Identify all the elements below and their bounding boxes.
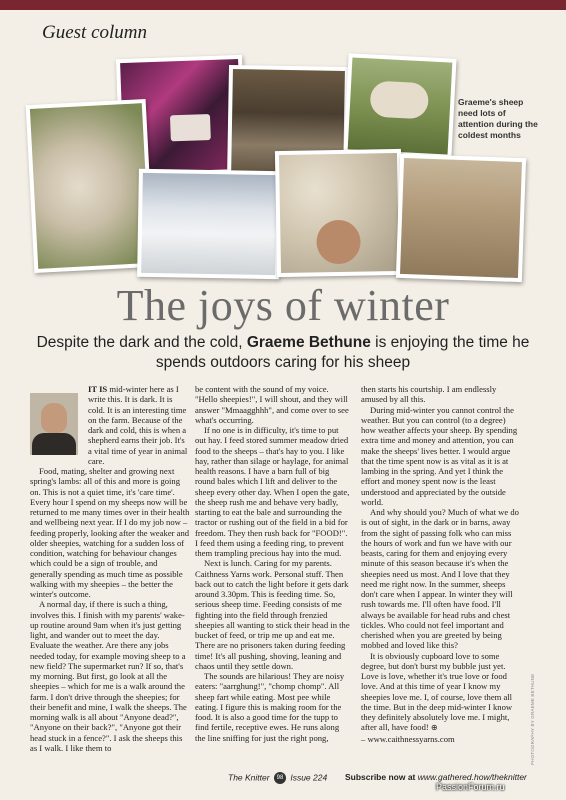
author-head bbox=[41, 403, 67, 433]
author-face-shape bbox=[316, 220, 361, 265]
body-paragraph: The sounds are hilarious! They are noisy eaters: "aarrghung!", "chomp chomp". All sheep fart while eating. Most pee while eating. I figure this is making room for the food. It is also a good time for the tupp to find fertile, receptive ewes. He runs along the line sniffing for just the right pong, bbox=[195, 671, 345, 743]
lead-paragraph bbox=[88, 384, 190, 466]
watermark: PassionForum.ru bbox=[436, 782, 505, 792]
body-paragraph: And why should you? Much of what we do is out of sight, in the dark or in barns, away from the sight of passing folk who can miss the hours of work and fun we have with our beasts, caring for them and enjoying every minute of this season because it's when the sheepies need us most. And I love that they need me right now. In the summer, sheeps don't care when I appear. In winter they will rush towards me. I'll often have food. I'll always be available for head rubs and chest tickles. Who could not feel important and cherished when you are greeted by being mobbed and loved like this? bbox=[361, 507, 519, 651]
author-shirt bbox=[32, 433, 76, 455]
subscribe-label: Subscribe now at bbox=[345, 772, 416, 782]
subscribe-url[interactable]: www.gathered.how/theknitter bbox=[417, 772, 527, 782]
top-strip bbox=[0, 0, 566, 10]
sheep-shape bbox=[369, 80, 429, 119]
footer-subscribe bbox=[345, 772, 527, 782]
standfirst-intro: Despite the dark and the cold, bbox=[36, 334, 247, 351]
page-number: 98 bbox=[274, 772, 286, 784]
end-mark-icon: ⊕ bbox=[430, 723, 438, 733]
photo-flock-field bbox=[26, 99, 155, 273]
author-photo bbox=[30, 393, 78, 455]
photo-sheep-crowd bbox=[275, 149, 403, 277]
website-link[interactable]: – www.caithnessyarns.com bbox=[361, 733, 455, 744]
issue-number: Issue 224 bbox=[290, 772, 328, 783]
sheep-herd-image bbox=[400, 158, 522, 278]
author-name: Graeme Bethune bbox=[246, 334, 371, 351]
headline: The joys of winter bbox=[116, 281, 450, 330]
lead-text: mid-winter here as I write this. It is dark. It is cold. It is an interesting time on the farm. Because of the dark and cold, this is when a shepherd earns their job. It's a vital time of year in animal care. bbox=[88, 384, 188, 466]
standfirst-rest: is enjoying the time he spends outdoors caring for his sheep bbox=[155, 334, 530, 371]
body-paragraph: be content with the sound of my voice. "Hello sheepies!", I will shout, and they will answer "Mmaagghhh", and come over to see what's occurring. bbox=[195, 384, 349, 425]
body-column-2 bbox=[195, 384, 351, 743]
body-paragraph: Food, mating, shelter and growing next spring's lambs: all of this and more is going on. This is not a quiet time, it's 'care time'. Every hour I spend on my sheeps now will be returned to me many times over in their health and wellbeing next year. If I do my job now – feeding properly, looking after the weaker and older sheepies, watching for a sudden loss of condition, watching for behaviour changes which could be a sign of trouble, and generally spending as much time as possible walking with my sheepies – the better the winter's outcome. bbox=[30, 466, 190, 599]
body-column-3 bbox=[361, 384, 521, 744]
body-paragraph: then starts his courtship. I am endlessly amused by all this. bbox=[361, 384, 497, 405]
magazine-name: The Knitter bbox=[228, 772, 270, 783]
body-paragraph: During mid-winter you cannot control the weather. But you can control (to a degree) how weather affects your sheep. By spending extra time and money and attention, you can make the sheeps' lives better. I would argue that the time spent now is as vital as it is at lambing in the spring. And yet I think the effort and money spent now is the least understood and appreciated by the outside world. bbox=[361, 404, 518, 507]
photo-sheep-herd bbox=[396, 154, 526, 282]
section-label: Guest column bbox=[42, 22, 148, 43]
yarn-label bbox=[170, 114, 211, 141]
body-column-1 bbox=[30, 466, 190, 753]
snowy-field-image bbox=[141, 173, 277, 275]
photo-caption: Graeme's sheep need lots of attention during the coldest months bbox=[458, 97, 538, 140]
body-paragraph: If no one is in difficulty, it's time to put out hay. I feed stored summer meadow dried food to the sheeps – that's hay to you. I like hay, rather than silage or haylage, for animal health reasons. I have a barn full of big round bales which I lift and deliver to the sheep every other day. When I open the gate, the sheep rush me and behave very badly, starting to eat the bale and surrounding the tractor or rushing out of the field in a bid for freedom. They then rush back for "FOOD!". I feed them using a feeding ring, to prevent them trampling precious hay into the mud. bbox=[195, 425, 350, 558]
final-text: It is obviously cupboard love to some degree, but don't burst my bubble just yet. Love is love, whether it's true love or food love. And at this time of year I know my sheepies love me. I, of course, love them all the time. But in the deep mid-winter I know they definitely absolutely love me. I might, after all, have food! bbox=[361, 650, 513, 733]
photo-snowy-field bbox=[137, 169, 281, 279]
photo-credit: PHOTOGRAPHY BY GRAEME BETHUNE bbox=[530, 673, 535, 765]
body-column-1-top bbox=[88, 384, 190, 466]
flock-field-image bbox=[30, 103, 150, 269]
single-sheep-image bbox=[348, 57, 453, 154]
body-paragraph: Next is lunch. Caring for my parents. Caithness Yarns work. Personal stuff. Then back out to catch the light before it gets dark around 3.30pm. This is feeding time. So, serious sheep time. Feeding consists of me fighting into the field through frenzied sheepies all wanting to stick their head in the bucket of feed, or trip me up and eat me. There are no prisoners taken during feeding time! It's all pushing, shoving, leaning and chaos until they settle down. bbox=[195, 558, 350, 671]
standfirst bbox=[30, 333, 536, 373]
body-paragraph: A normal day, if there is such a thing, involves this. I finish with my parents' wake-up routine around 9am when it's just getting light, and wander out to meet the day. Evaluate the weather. Are there any jobs needed today, for example moving sheep to a new field? The supermarket run? If so, that's my morning. But first, go look at all the sheepies – which for me is a walk around the farm. I don't drive through the sheepies; for their benefit and mine, I walk the sheeps. The morning walk is all about "Anyone dead?", "Anyone on their back?", "Anyone got their head stuck in a fence?". I ask the sheeps this as I walk. I like them to bbox=[30, 599, 187, 753]
lead-words: IT IS bbox=[88, 384, 108, 394]
footer-magazine bbox=[228, 772, 327, 784]
body-paragraph-final bbox=[361, 651, 521, 734]
sheep-crowd-image bbox=[279, 153, 399, 273]
photo-single-sheep bbox=[343, 53, 456, 159]
